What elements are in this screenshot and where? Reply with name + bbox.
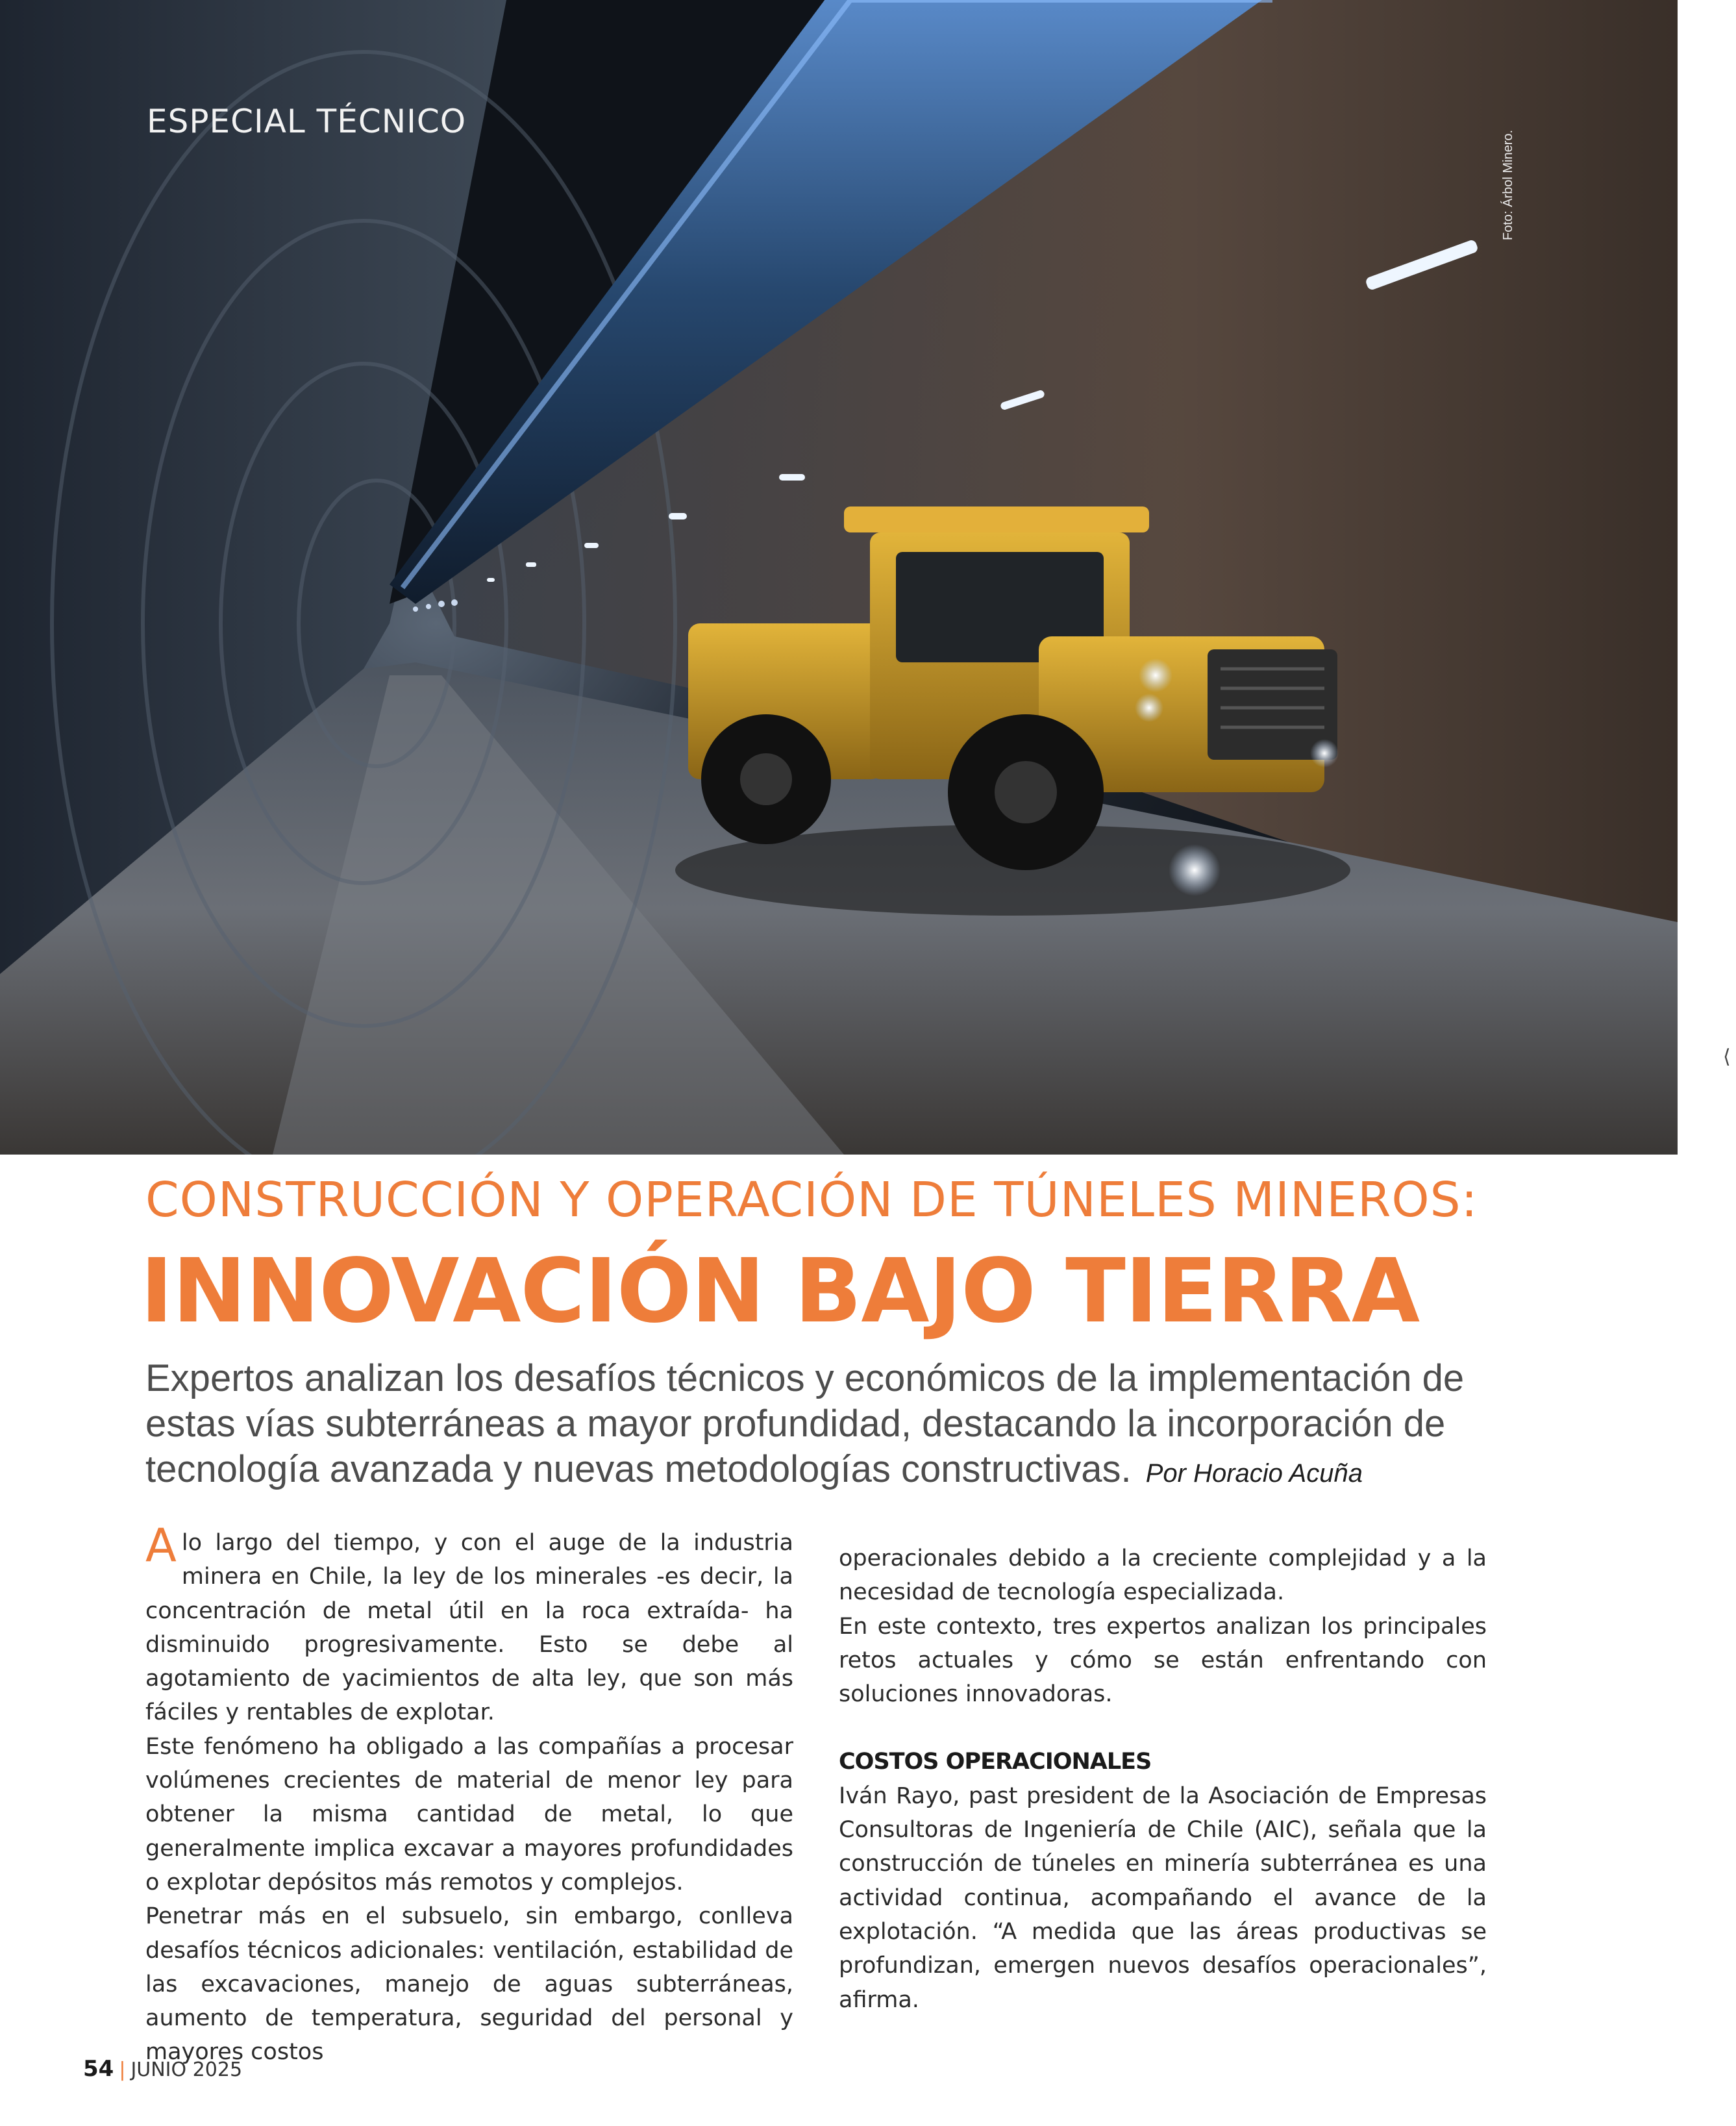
paragraph: En este contexto, tres expertos analizan los principales retos actuales y cómo se están enfrentando con soluciones innovadoras. (839, 1613, 1487, 1708)
page-edge-mark: ⟨ (1723, 1046, 1731, 1068)
issue-date: JUNIO 2025 (130, 2058, 243, 2081)
deck-text: Expertos analizan los desafíos técnicos y económicos de la implementación de estas vías subterráneas a mayor profundidad, destacando la incorporación de tecnología avanzada y nuevas metodologías constructivas. (145, 1357, 1465, 1490)
paragraph: Iván Rayo, past president de la Asociación de Empresas Consultoras de Ingeniería de Chile (AIC), señala que la construcción de túneles en minería subterránea es una actividad continua, acompañando el avance de la explotación. “A medida que las áreas productivas se profundizan, emergen nuevos desafíos operacionales”, afirma. (839, 1782, 1487, 2013)
photo-credit: Foto: Árbol Minero. (1501, 129, 1515, 240)
section-subhead: COSTOS OPERACIONALES (839, 1749, 1152, 1775)
body-column-right (839, 1542, 1487, 2017)
paragraph: operacionales debido a la creciente complejidad y a la necesidad de tecnología especializada. (839, 1545, 1487, 1606)
page-number: 54 (83, 2056, 114, 2082)
page-footer (83, 2056, 242, 2082)
article-title: INNOVACIÓN BAJO TIERRA (140, 1240, 1420, 1343)
paragraph-text: lo largo del tiempo, y con el auge de la industria minera en Chile, la ley de los minerales -es decir, la concentración de metal útil en la roca extraída- ha disminuido progresivamente. Esto se debe al agotamiento de yacimientos de alta ley, que son más fáciles y rentables de explotar. (145, 1530, 793, 1726)
paragraph: Este fenómeno ha obligado a las compañías a procesar volúmenes crecientes de material de menor ley para obtener la misma cantidad de metal, lo que generalmente implica excavar a mayores profundidades o explotar depósitos más remotos y complejos. (145, 1733, 793, 1895)
section-label: ESPECIAL TÉCNICO (147, 103, 467, 140)
article-deck (145, 1356, 1496, 1496)
paragraph (145, 1519, 793, 1730)
drop-cap: A (145, 1519, 177, 1572)
paragraph: Penetrar más en el subsuelo, sin embargo, conlleva desafíos técnicos adicionales: ventilación, estabilidad de las excavaciones, manejo de aguas subterráneas, aumento de temperatura, seguridad del personal y mayores costos (145, 1903, 793, 2066)
body-column-left (145, 1519, 793, 2070)
article-kicker: CONSTRUCCIÓN Y OPERACIÓN DE TÚNELES MINEROS: (145, 1172, 1478, 1228)
byline: Por Horacio Acuña (1145, 1459, 1363, 1488)
footer-separator: | (119, 2058, 126, 2081)
